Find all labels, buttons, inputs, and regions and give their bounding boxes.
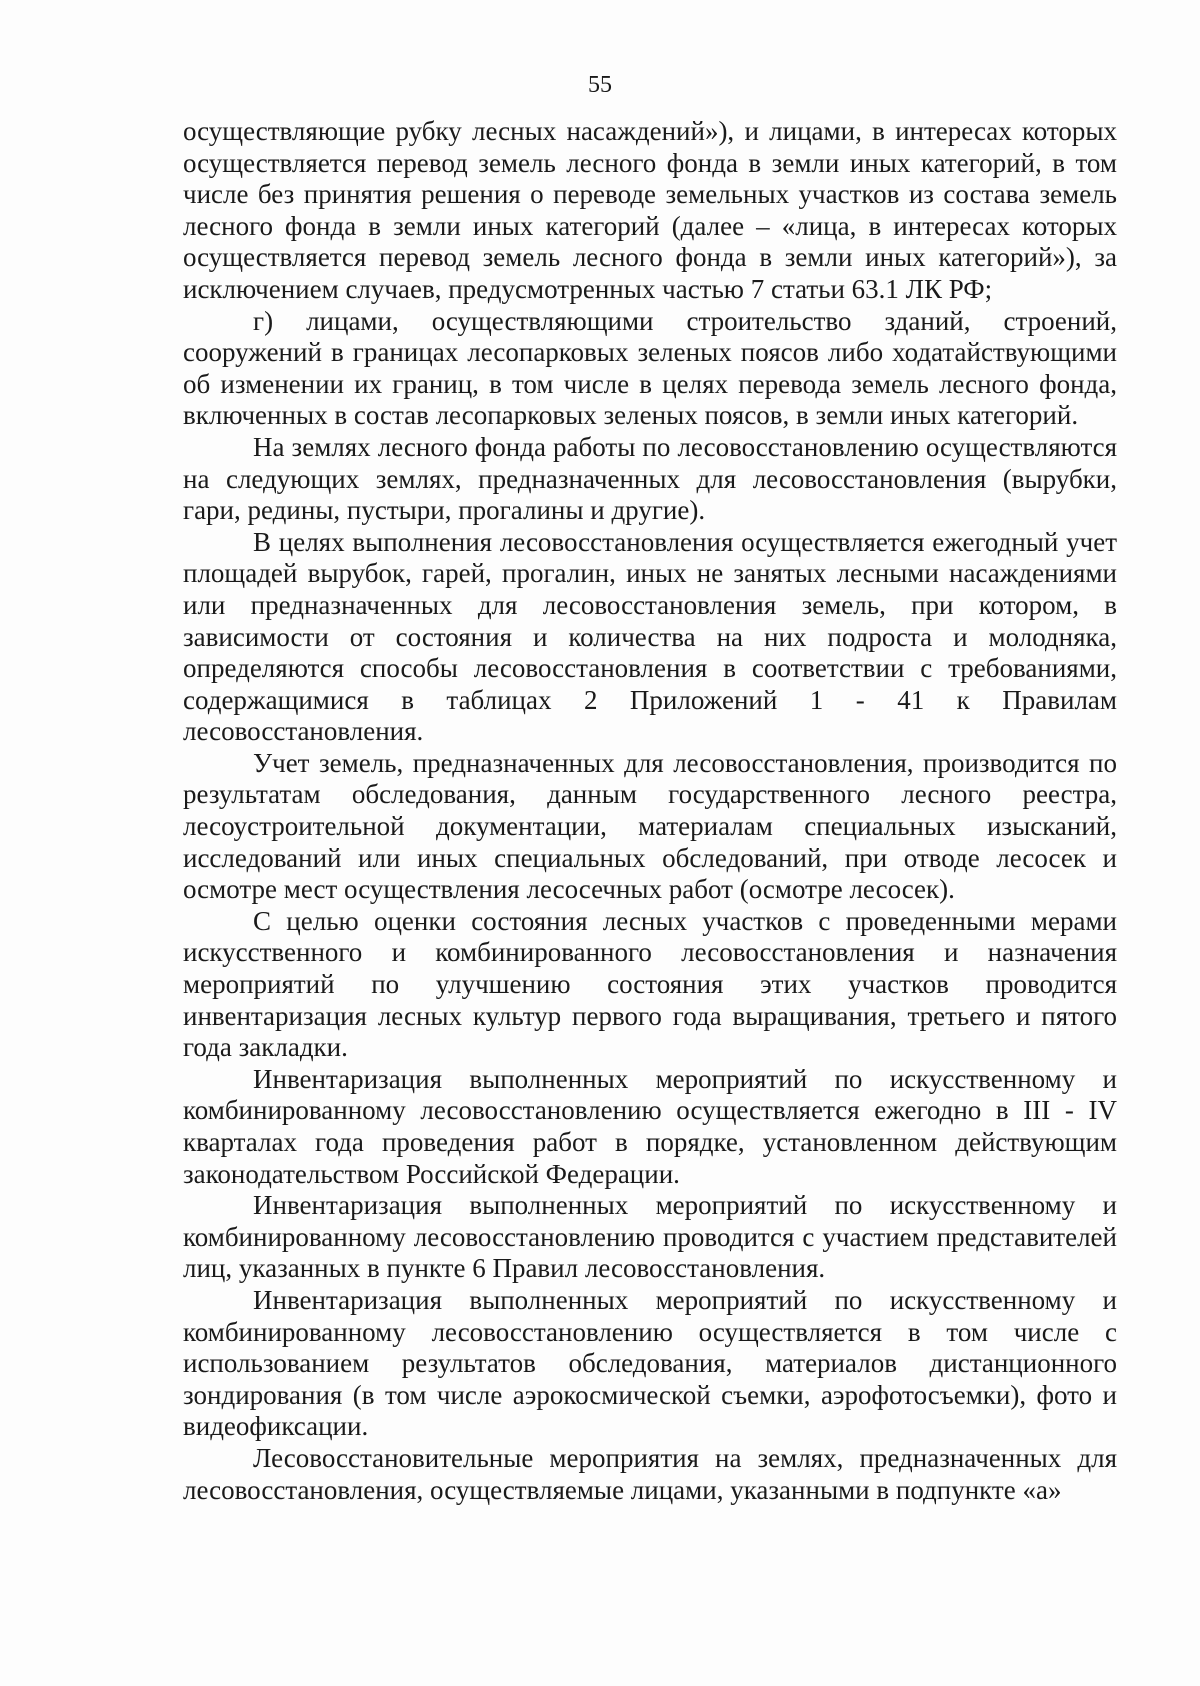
page-number: 55: [588, 72, 612, 98]
paragraph: С целью оценки состояния лесных участков с проведенными мерами искусственного и комбинированного лесовосстановления и назначения мероприятий по улучшению состояния этих участков проводится инвентаризация лесных культур первого года выращивания, третьего и пятого года закладки.: [183, 905, 1117, 1063]
paragraph-continued: осуществляющие рубку лесных насаждений»), и лицами, в интересах которых осуществляется перевод земель лесного фонда в земли иных категорий, в том числе без принятия решения о переводе земельных участков из состава земель лесного фонда в земли иных категорий (далее – «лица, в интересах которых осуществляется перевод земель лесного фонда в земли иных категорий»), за исключением случаев, предусмотренных частью 7 статьи 63.1 ЛК РФ;: [183, 116, 1117, 304]
list-item-g: г) лицами, осуществляющими строительство зданий, строений, сооружений в границах лесопарковых зеленых поясов либо ходатайствующими об изменении их границ, в том числе в целях перевода земель лесного фонда, включенных в состав лесопарковых зеленых поясов, в земли иных категорий.: [183, 305, 1117, 431]
paragraph: На землях лесного фонда работы по лесовосстановлению осуществляются на следующих землях, предназначенных для лесовосстановления (вырубки, гари, редины, пустыри, прогалины и другие).: [183, 431, 1117, 526]
paragraph: Инвентаризация выполненных мероприятий по искусственному и комбинированному лесовосстановлению осуществляется ежегодно в III - IV кварталах года проведения работ в порядке, установленном действующим законодательством Российской Федерации.: [183, 1063, 1117, 1189]
paragraph: В целях выполнения лесовосстановления осуществляется ежегодный учет площадей вырубок, гарей, прогалин, иных не занятых лесными насаждениями или предназначенных для лесовосстановления земель, при котором, в зависимости от состояния и количества на них подроста и молодняка, определяются способы лесовосстановления в соответствии с требованиями, содержащимися в таблицах 2 Приложений 1 - 41 к Правилам лесовосстановления.: [183, 526, 1117, 747]
paragraph-last: Лесовосстановительные мероприятия на землях, предназначенных для лесовосстановления, осуществляемые лицами, указанными в подпункте «а»: [183, 1442, 1117, 1505]
paragraph: Учет земель, предназначенных для лесовосстановления, производится по результатам обследования, данным государственного лесного реестра, лесоустроительной документации, материалам специальных изысканий, исследований или иных специальных обследований, при отводе лесосек и осмотре мест осуществления лесосечных работ (осмотре лесосек).: [183, 747, 1117, 905]
paragraph: Инвентаризация выполненных мероприятий по искусственному и комбинированному лесовосстановлению проводится с участием представителей лиц, указанных в пункте 6 Правил лесовосстановления.: [183, 1190, 1117, 1284]
paragraph: Инвентаризация выполненных мероприятий по искусственному и комбинированному лесовосстановлению осуществляется в том числе с использованием результатов обследования, материалов дистанционного зондирования (в том числе аэрокосмической съемки, аэрофотосъемки), фото и видеофиксации.: [183, 1284, 1117, 1442]
document-body: [183, 116, 1117, 1506]
